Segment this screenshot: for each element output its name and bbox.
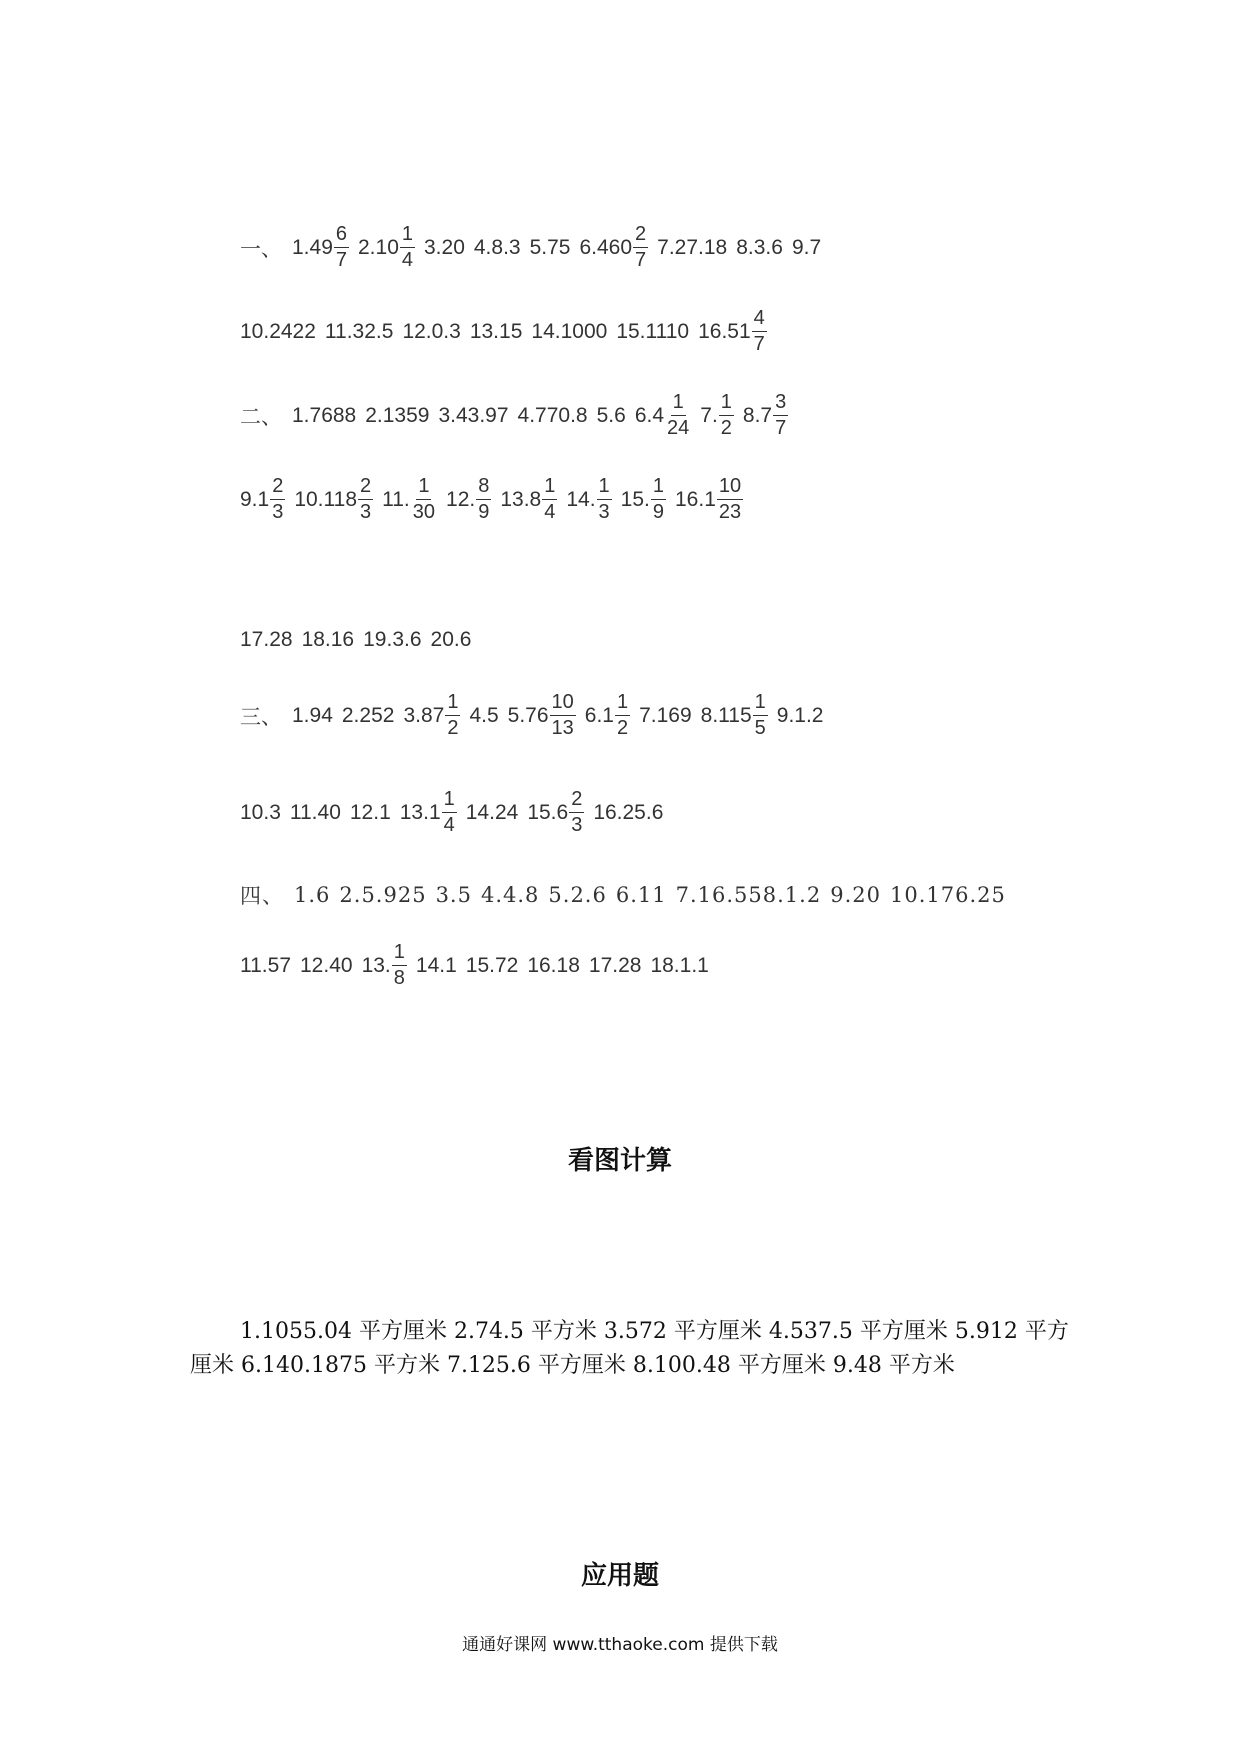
answer-item <box>527 787 584 838</box>
fraction <box>753 690 768 741</box>
answer-value: 14. <box>566 487 596 511</box>
answer-item <box>474 236 521 260</box>
answer-item <box>294 883 330 907</box>
answer-item <box>325 320 394 344</box>
answer-value: 13. <box>361 953 391 977</box>
fraction-denominator: 5 <box>754 717 766 739</box>
answer-item <box>403 690 460 741</box>
fraction-numerator: 10 <box>717 474 743 500</box>
answer-item <box>302 628 355 652</box>
answer-item <box>676 883 822 907</box>
answer-item <box>777 704 824 728</box>
answer-value: 8.115 <box>700 703 752 727</box>
fraction <box>773 390 788 441</box>
answer-item <box>597 404 626 428</box>
answer-item <box>616 320 689 344</box>
answer-item <box>416 954 457 978</box>
answer-item <box>593 801 663 825</box>
fraction-denominator: 24 <box>667 417 690 439</box>
answer-value: 7.169 <box>639 703 692 727</box>
fraction-denominator: 7 <box>775 417 787 439</box>
fraction <box>445 690 460 741</box>
answer-value: 18.16 <box>301 628 355 651</box>
answer-value: 9.1.2 <box>776 703 824 727</box>
fraction-numerator: 1 <box>615 690 630 716</box>
answer-value: 17.28 <box>588 953 642 977</box>
answer-item <box>466 801 519 825</box>
answer-item <box>300 954 353 978</box>
answer-item <box>566 474 611 525</box>
answer-item <box>616 883 667 907</box>
answer-item <box>436 883 472 907</box>
answer-value: 14.1000 <box>531 319 608 343</box>
fraction-numerator: 1 <box>392 940 407 966</box>
answer-value: 5.6 <box>596 403 626 427</box>
answer-item <box>481 883 539 907</box>
answer-item <box>650 954 708 978</box>
section-number-label: 四、 <box>240 884 284 908</box>
fraction <box>633 222 648 273</box>
answer-item <box>240 320 316 344</box>
answer-value: 16.18 <box>527 953 580 977</box>
answer-item <box>470 320 523 344</box>
answer-value: 7. <box>700 403 718 427</box>
answer-value: 14.24 <box>465 800 519 824</box>
section-number-label: 一、 <box>240 236 282 261</box>
fraction-denominator: 7 <box>635 249 647 271</box>
answer-value: 1.7688 <box>292 403 357 427</box>
answer-value: 13.8 <box>500 487 542 511</box>
fraction <box>597 474 612 525</box>
fraction <box>615 690 630 741</box>
answer-value: 14.1 <box>415 953 457 977</box>
fraction-denominator: 3 <box>360 501 372 523</box>
answer-value: 19.3.6 <box>363 628 422 651</box>
answer-item <box>531 320 607 344</box>
fraction <box>411 474 437 525</box>
fraction-denominator: 4 <box>443 814 455 836</box>
page-footer: 通通好课网 www.tthaoke.com 提供下载 <box>462 1635 778 1655</box>
answer-value: 8.7 <box>742 403 773 427</box>
answer-line-9 <box>240 940 718 991</box>
answer-value: 4.4.8 <box>480 883 540 907</box>
answer-value: 13.1 <box>399 800 441 824</box>
answer-item <box>431 628 472 652</box>
fraction-numerator: 1 <box>651 474 666 500</box>
answer-item <box>830 883 881 907</box>
answer-value: 10.3 <box>240 800 281 824</box>
answer-item <box>589 954 642 978</box>
answer-item <box>240 628 293 652</box>
answer-item <box>240 474 285 525</box>
answer-item <box>743 390 788 441</box>
fraction-denominator: 2 <box>720 417 732 439</box>
answer-item <box>469 704 498 728</box>
answer-value: 4.770.8 <box>517 403 588 427</box>
fraction-numerator: 2 <box>633 222 648 248</box>
fraction-numerator: 1 <box>671 390 686 416</box>
fraction-numerator: 6 <box>334 222 349 248</box>
fraction <box>550 690 576 741</box>
fraction-denominator: 9 <box>478 501 490 523</box>
answer-item <box>240 954 291 978</box>
answer-value: 9.20 <box>830 883 881 907</box>
answer-item <box>792 236 821 260</box>
fraction-denominator: 2 <box>616 717 629 739</box>
answer-item <box>657 236 727 260</box>
answer-item <box>579 222 648 273</box>
fraction <box>270 474 285 525</box>
answer-value: 10.176.25 <box>889 883 1006 907</box>
fraction-denominator: 4 <box>401 249 413 271</box>
fraction-denominator: 7 <box>335 249 347 271</box>
answer-item <box>508 690 576 741</box>
fraction <box>569 787 584 838</box>
answer-value: 9.1 <box>240 487 270 511</box>
fraction-denominator: 3 <box>571 814 583 836</box>
section-number-label: 二、 <box>240 404 282 429</box>
answer-value: 8.3.6 <box>736 235 783 259</box>
answer-value: 2.1359 <box>365 403 430 427</box>
answer-value: 15.6 <box>527 800 569 824</box>
fraction-numerator: 1 <box>400 222 415 248</box>
answer-item <box>500 474 557 525</box>
answer-item <box>700 390 734 441</box>
answer-value: 5.2.6 <box>548 883 607 907</box>
fraction-numerator: 1 <box>719 390 734 416</box>
fraction <box>665 390 691 441</box>
answer-value: 13.15 <box>469 319 523 343</box>
answer-item <box>294 474 373 525</box>
answer-value: 6.11 <box>615 883 667 907</box>
fraction <box>400 222 415 273</box>
answer-value: 11.57 <box>240 953 291 977</box>
answer-line-6 <box>240 690 833 741</box>
fraction-numerator: 2 <box>569 787 584 813</box>
answer-item <box>446 474 491 525</box>
answer-value: 12.1 <box>349 800 391 824</box>
answer-item <box>382 474 437 525</box>
fraction-numerator: 1 <box>445 690 460 716</box>
answer-value: 16.25.6 <box>593 800 664 824</box>
answer-item <box>890 883 1006 907</box>
answer-item <box>639 704 692 728</box>
answer-item <box>701 690 768 741</box>
section-title-kantu: 看图计算 <box>567 1146 672 1176</box>
answer-line-7 <box>240 787 672 838</box>
fraction <box>358 474 373 525</box>
answer-value: 2.10 <box>358 235 399 259</box>
kantu-answers: 1.1055.04 平方厘米 2.74.5 平方米 3.572 平方厘米 4.537.5 平方厘米 5.912 平方厘米 6.140.1875 平方米 7.125.6 平方厘米 8.100.48 平方厘米 9.48 平方米 <box>190 1319 1069 1378</box>
answer-item <box>292 404 356 428</box>
answer-value: 4.8.3 <box>473 235 521 259</box>
answer-line-5 <box>240 628 480 652</box>
answer-item <box>621 474 666 525</box>
fraction-numerator: 1 <box>416 474 431 500</box>
answer-value: 3.87 <box>403 703 445 727</box>
answer-line-8 <box>240 880 1015 910</box>
answer-item <box>530 236 571 260</box>
answer-value: 6.1 <box>584 703 614 727</box>
answer-item <box>518 404 588 428</box>
fraction <box>442 787 457 838</box>
answer-value: 2.5.925 <box>339 883 427 907</box>
answer-item <box>698 306 767 357</box>
answer-item <box>350 801 391 825</box>
fraction <box>542 474 557 525</box>
fraction-denominator: 7 <box>753 333 765 355</box>
fraction-numerator: 1 <box>442 787 457 813</box>
answer-line-3 <box>240 390 797 441</box>
fraction-numerator: 10 <box>550 690 576 716</box>
answer-item <box>362 940 407 991</box>
answer-item <box>292 222 349 273</box>
fraction <box>651 474 666 525</box>
answer-item <box>527 954 580 978</box>
fraction-denominator: 30 <box>412 501 436 523</box>
section-number-label: 三、 <box>240 704 282 729</box>
answer-value: 11.32.5 <box>324 319 394 343</box>
answer-value: 9.7 <box>791 235 822 259</box>
answer-line-4 <box>240 474 752 525</box>
answer-value: 12.40 <box>300 953 353 977</box>
answer-value: 12.0.3 <box>402 319 461 343</box>
answer-value: 10.118 <box>294 487 357 511</box>
answer-item <box>466 954 519 978</box>
answer-value: 15. <box>620 487 650 511</box>
answer-item <box>358 222 415 273</box>
answer-value: 3.43.97 <box>438 403 509 427</box>
fraction-numerator: 2 <box>270 474 285 500</box>
fraction <box>334 222 349 273</box>
answer-item <box>736 236 783 260</box>
fraction-denominator: 4 <box>544 501 556 523</box>
answer-value: 18.1.1 <box>650 953 709 977</box>
fraction <box>392 940 407 991</box>
answer-value: 5.76 <box>507 703 549 727</box>
answer-value: 1.94 <box>292 703 333 727</box>
answer-value: 2.252 <box>341 703 395 727</box>
answer-item <box>290 801 341 825</box>
fraction-numerator: 4 <box>752 306 767 332</box>
fraction-denominator: 13 <box>551 717 574 739</box>
answer-line-2 <box>240 306 776 357</box>
answer-line-1 <box>240 222 830 273</box>
fraction <box>476 474 491 525</box>
answer-item <box>585 690 630 741</box>
answer-value: 1.49 <box>292 235 333 259</box>
fraction-denominator: 8 <box>393 967 405 989</box>
answer-item <box>675 474 743 525</box>
fraction-denominator: 2 <box>447 717 459 739</box>
answer-value: 4.5 <box>469 703 499 727</box>
fraction-denominator: 3 <box>272 501 284 523</box>
answer-value: 20.6 <box>430 628 472 651</box>
answer-value: 3.20 <box>424 235 465 259</box>
fraction-denominator: 9 <box>652 501 664 523</box>
answer-value: 6.460 <box>579 235 633 259</box>
fraction-numerator: 1 <box>753 690 768 716</box>
answer-value: 1.6 <box>294 883 331 907</box>
fraction <box>717 474 743 525</box>
answer-value: 11.40 <box>289 800 341 824</box>
answer-value: 5.75 <box>529 235 571 259</box>
answer-item <box>240 801 281 825</box>
fraction-numerator: 2 <box>358 474 373 500</box>
fraction <box>752 306 767 357</box>
answer-item <box>424 236 465 260</box>
answer-value: 11. <box>382 487 410 511</box>
answer-item <box>292 704 333 728</box>
fraction-denominator: 3 <box>598 501 610 523</box>
answer-value: 7.16.558.1.2 <box>675 883 822 907</box>
answer-value: 17.28 <box>240 628 293 651</box>
answer-item <box>342 704 395 728</box>
fraction <box>719 390 734 441</box>
answer-item <box>400 787 457 838</box>
fraction-numerator: 1 <box>597 474 612 500</box>
answer-value: 16.51 <box>698 319 751 343</box>
answer-item <box>402 320 460 344</box>
section-title-yingyong: 应用题 <box>580 1561 659 1591</box>
answer-value: 12. <box>446 487 476 511</box>
answer-item <box>363 628 421 652</box>
answer-value: 6.4 <box>634 403 665 427</box>
fraction-numerator: 8 <box>476 474 491 500</box>
answer-item <box>635 390 691 441</box>
answer-item <box>438 404 508 428</box>
answer-item <box>365 404 429 428</box>
answer-value: 15.72 <box>465 953 519 977</box>
answer-item <box>339 883 426 907</box>
answer-value: 3.5 <box>435 883 472 907</box>
answer-item <box>548 883 606 907</box>
fraction-numerator: 1 <box>542 474 557 500</box>
answer-value: 10.2422 <box>240 319 316 343</box>
answer-value: 15.1110 <box>616 319 690 343</box>
answer-value: 7.27.18 <box>657 235 728 259</box>
fraction-denominator: 23 <box>718 501 742 523</box>
answer-value: 16.1 <box>675 487 716 511</box>
fraction-numerator: 3 <box>773 390 788 416</box>
